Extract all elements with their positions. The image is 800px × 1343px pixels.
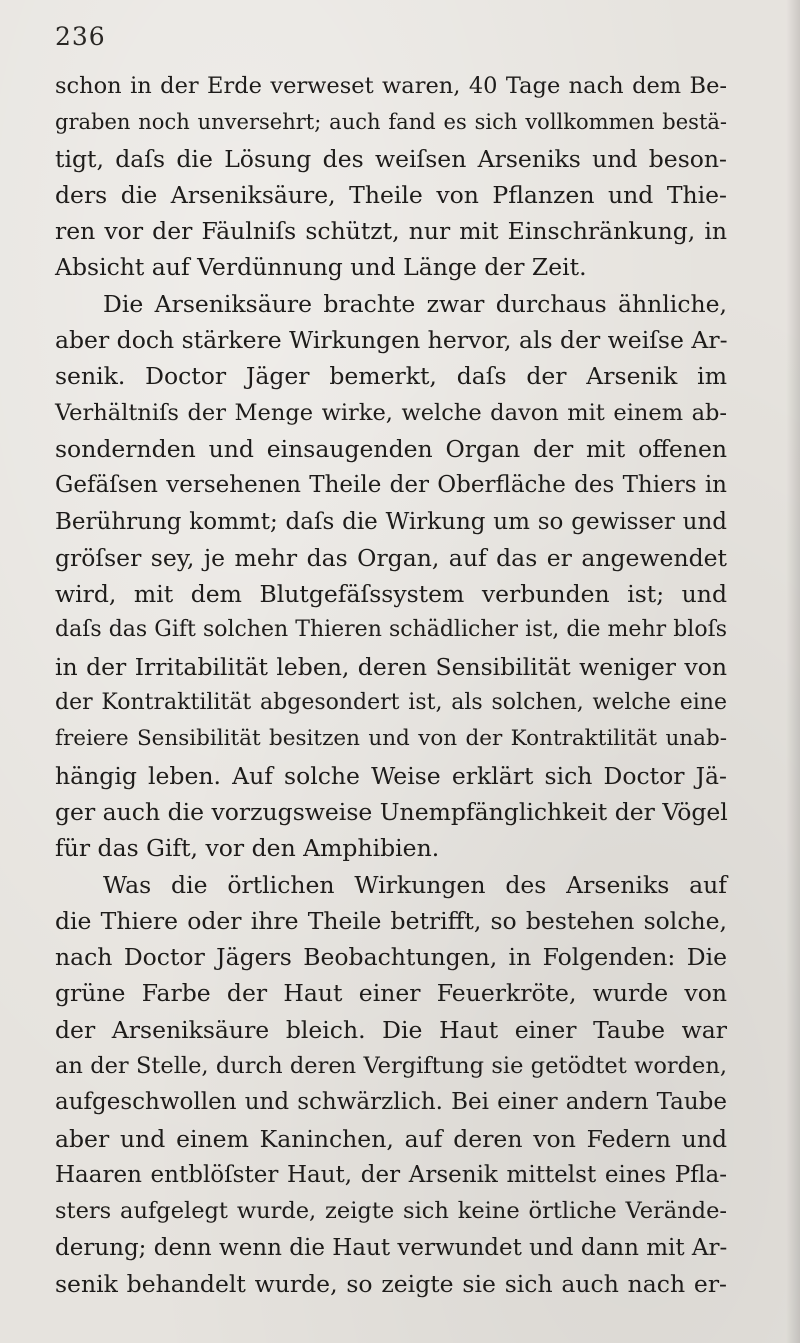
- text-line: nach Doctor Jägers Beobachtungen, in Folgenden: Die: [55, 943, 727, 972]
- text-line: ren vor der Fäulniſs schützt, nur mit Einschränkung, in: [55, 217, 727, 246]
- page-number: 236: [55, 22, 106, 51]
- text-line: sondernden und einsaugenden Organ der mit offenen: [55, 434, 727, 463]
- text-line: gröſser sey, je mehr das Organ, auf das er angewendet: [55, 543, 727, 572]
- text-line: der Arseniksäure bleich. Die Haut einer Taube war: [55, 1015, 727, 1044]
- text-line: freiere Sensibilität besitzen und von der Kontraktilität unab-: [55, 726, 727, 752]
- text-line: grüne Farbe der Haut einer Feuerkröte, wurde von: [55, 979, 727, 1008]
- text-line: Was die örtlichen Wirkungen des Arseniks auf: [103, 870, 727, 899]
- text-line: aufgeschwollen und schwärzlich. Bei einer andern Taube: [55, 1089, 727, 1116]
- page-edge-shadow: [786, 0, 800, 1343]
- text-line: sters aufgelegt wurde, zeigte sich keine örtliche Verände-: [55, 1198, 727, 1225]
- body-text: [55, 68, 727, 1302]
- text-line: Gefäſsen versehenen Theile der Oberfläche des Thiers in: [55, 472, 727, 499]
- text-line: senik behandelt wurde, so zeigte sie sich auch nach er-: [55, 1269, 727, 1298]
- text-line: Absicht auf Verdünnung und Länge der Zeit.: [55, 253, 587, 282]
- text-line: Die Arseniksäure brachte zwar durchaus ähnliche,: [103, 289, 727, 318]
- text-line: senik. Doctor Jäger bemerkt, daſs der Arsenik im: [55, 362, 727, 391]
- text-line: die Thiere oder ihre Theile betrifft, so bestehen solche,: [55, 906, 727, 935]
- text-line: graben noch unversehrt; auch fand es sich vollkommen bestä-: [55, 110, 727, 135]
- text-line: ders die Arseniksäure, Theile von Pflanzen und Thie-: [55, 180, 727, 209]
- text-line: Berührung kommt; daſs die Wirkung um so gewisser und: [55, 508, 727, 535]
- text-line: wird, mit dem Blutgefäſssystem verbunden ist; und: [55, 580, 727, 609]
- text-line: an der Stelle, durch deren Vergiftung sie getödtet worden,: [55, 1053, 727, 1080]
- text-line: Verhältniſs der Menge wirke, welche davon mit einem ab-: [55, 399, 727, 426]
- text-line: ger auch die vorzugsweise Unempfänglichkeit der Vögel: [55, 797, 728, 826]
- text-line: aber und einem Kaninchen, auf deren von Federn und: [55, 1124, 727, 1153]
- text-line: Haaren entblöſster Haut, der Arsenik mittelst eines Pfla-: [55, 1161, 727, 1188]
- text-line: hängig leben. Auf solche Weise erklärt sich Doctor Jä-: [55, 761, 727, 790]
- text-line: tigt, daſs die Lösung des weiſsen Arseniks und beson-: [55, 144, 727, 173]
- text-line: schon in der Erde verweset waren, 40 Tage nach dem Be-: [55, 73, 727, 99]
- text-line: in der Irritabilität leben, deren Sensibilität weniger von: [55, 652, 727, 681]
- text-line: daſs das Gift solchen Thieren schädlicher ist, die mehr bloſs: [55, 617, 727, 643]
- text-line: der Kontraktilität abgesondert ist, als solchen, welche eine: [55, 690, 727, 716]
- text-line: für das Gift, vor den Amphibien.: [55, 834, 440, 863]
- text-line: derung; denn wenn die Haut verwundet und dann mit Ar-: [55, 1234, 728, 1261]
- text-line: aber doch stärkere Wirkungen hervor, als der weiſse Ar-: [55, 326, 728, 355]
